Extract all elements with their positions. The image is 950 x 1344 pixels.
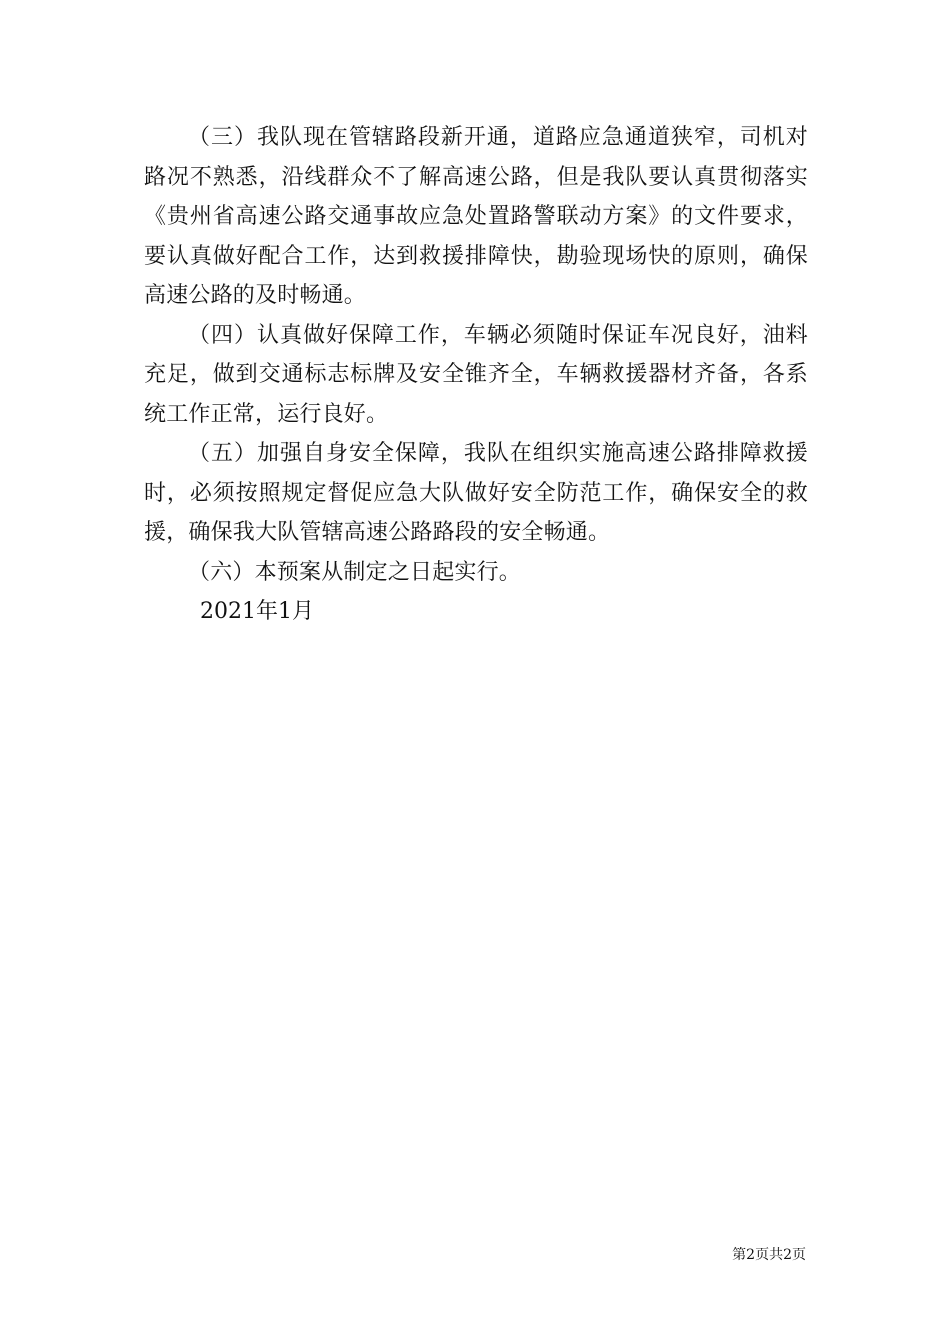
paragraph-three: （三）我队现在管辖路段新开通，道路应急通道狭窄，司机对路况不熟悉，沿线群众不了解高速公路，但是我队要认真贯彻落实《贵州省高速公路交通事故应急处置路警联动方案》的文件要求，要认真做好配合工作，达到救援排障快，勘验现场快的原则，确保高速公路的及时畅通。 <box>144 125 808 308</box>
paragraph-four: （四）认真做好保障工作，车辆必须随时保证车况良好，油料充足，做到交通标志标牌及安全锥齐全，车辆救援器材齐备，各系统工作正常，运行良好。 <box>144 322 808 427</box>
document-date: 2021年1月 <box>200 599 314 624</box>
paragraph-five: （五）加强自身安全保障，我队在组织实施高速公路排障救援时，必须按照规定督促应急大队做好安全防范工作，确保安全的救援，确保我大队管辖高速公路路段的安全畅通。 <box>144 441 808 545</box>
document-body <box>144 118 808 632</box>
page-number-footer: 第2页共2页 <box>732 1247 806 1263</box>
paragraph-six: （六）本预案从制定之日起实行。 <box>188 559 522 585</box>
